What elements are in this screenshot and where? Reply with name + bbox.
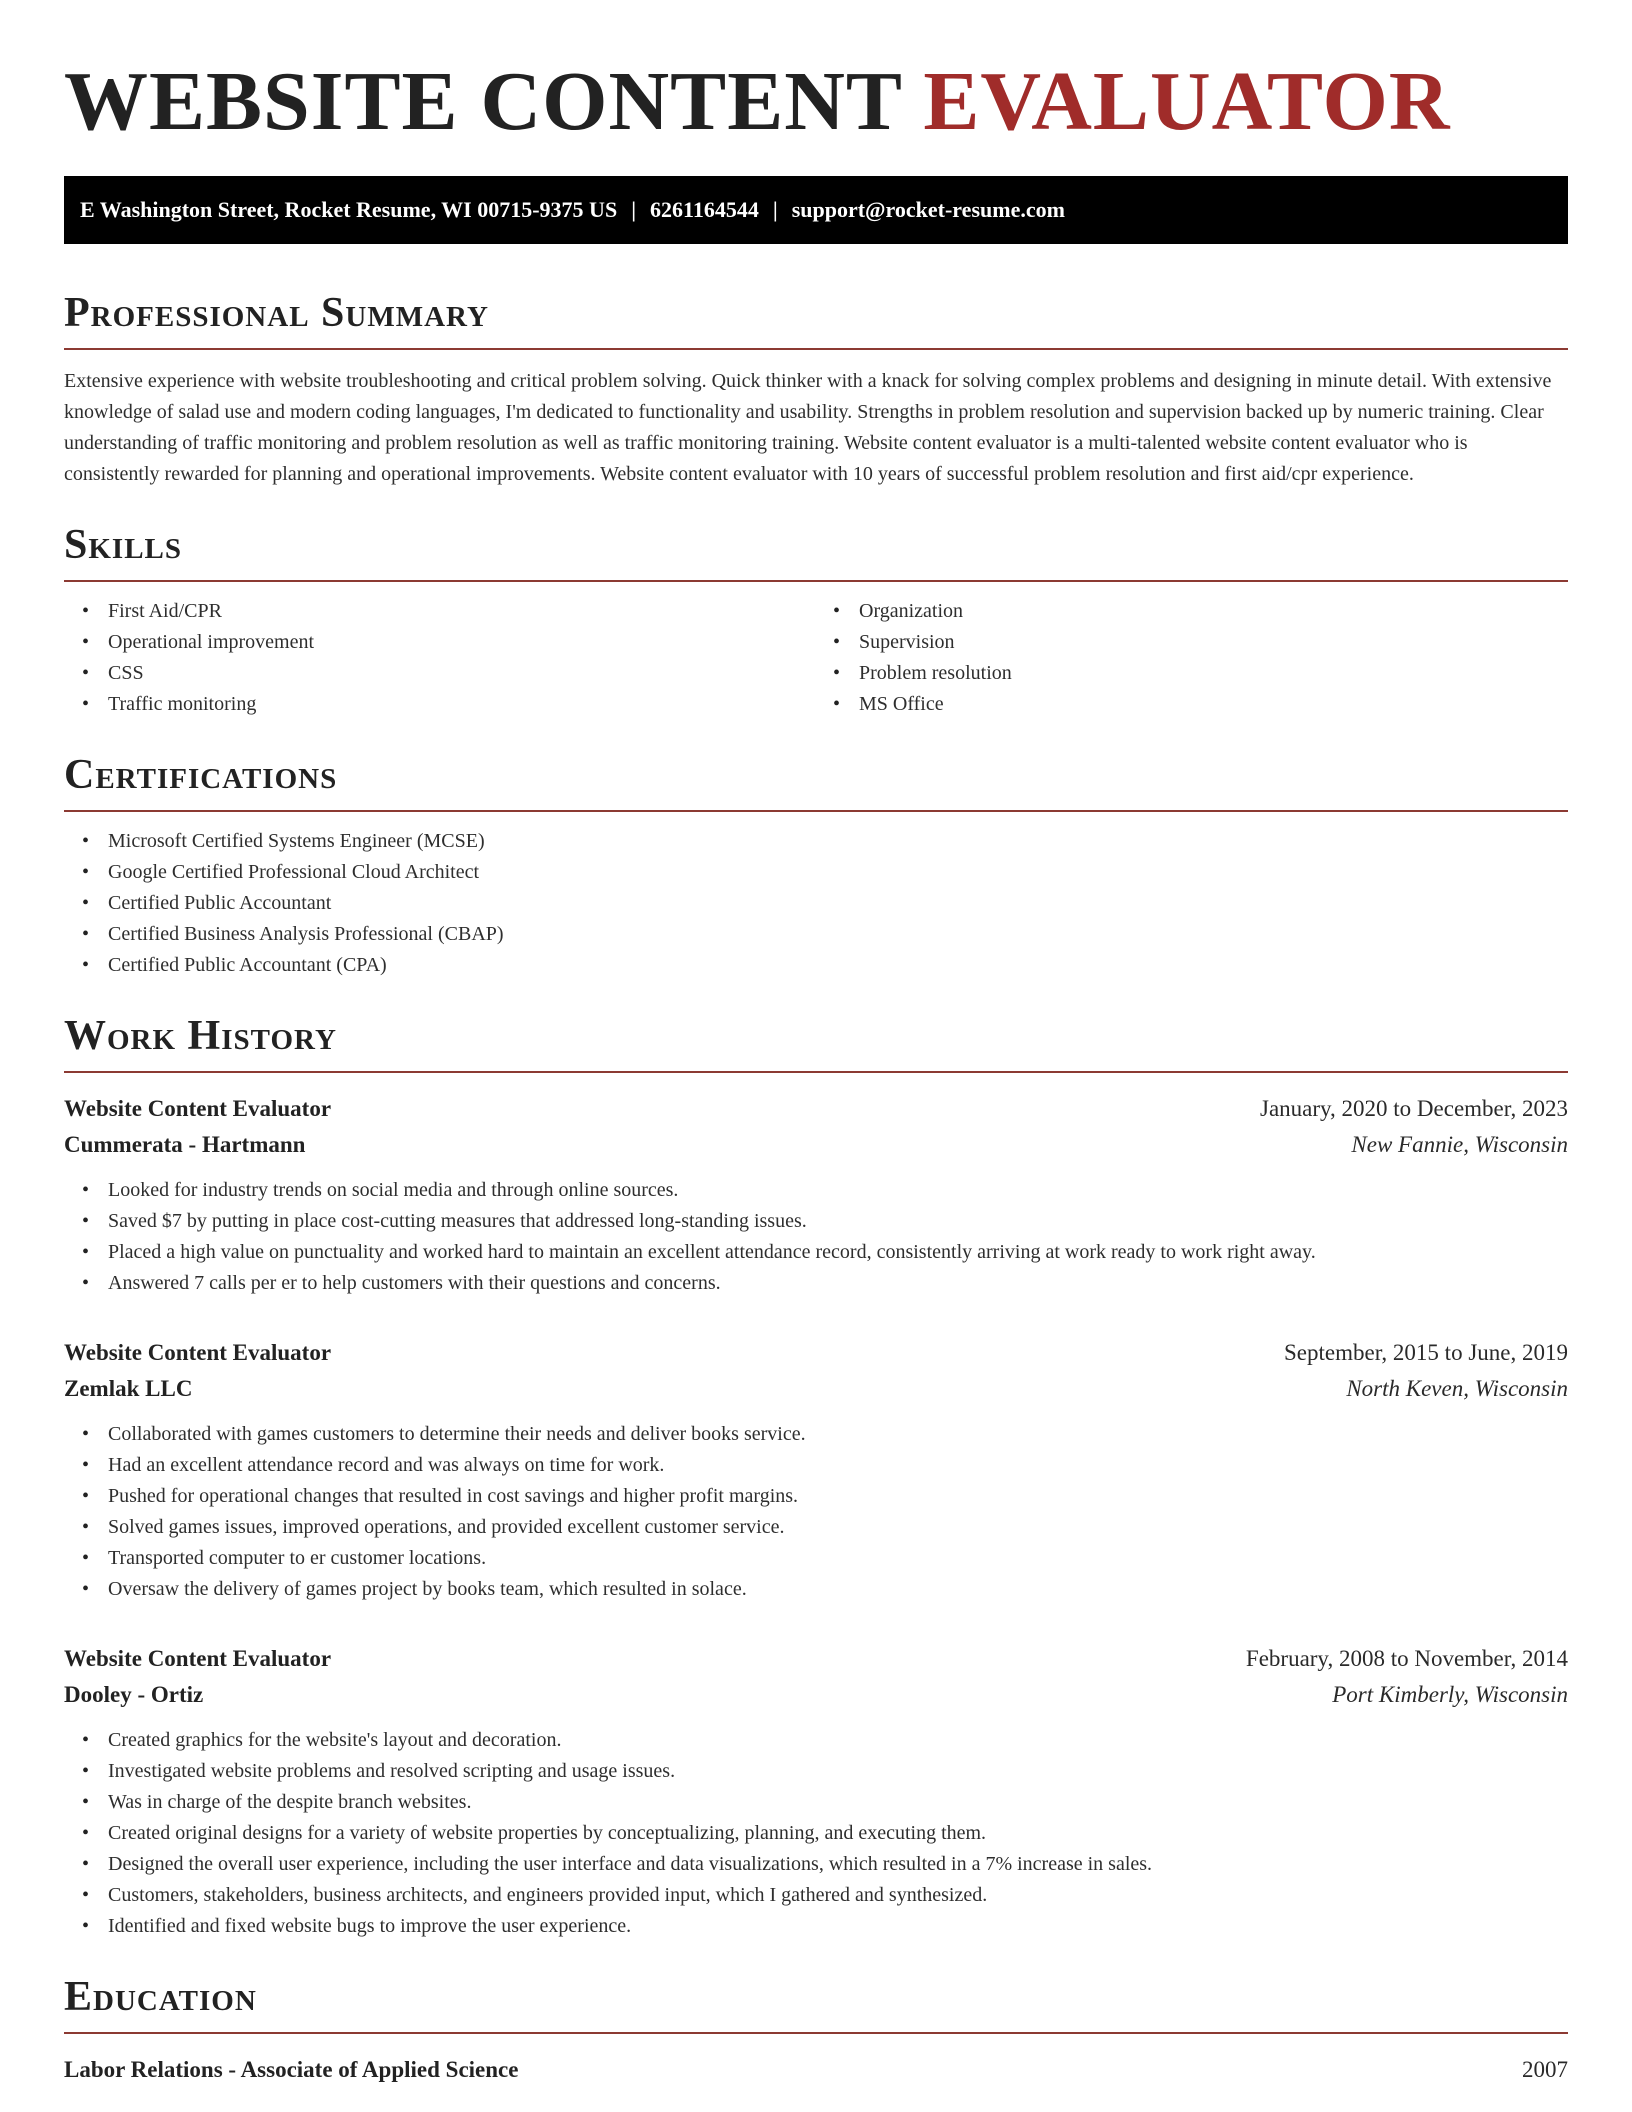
contact-address: E Washington Street, Rocket Resume, WI 00715-9375 US — [80, 197, 618, 222]
job-bullet: • Pushed for operational changes that resulted in cost savings and higher profit margins. — [108, 1481, 1568, 1512]
job-bullet: • Collaborated with games customers to determine their needs and deliver books service. — [108, 1419, 1568, 1450]
education-entry — [64, 2052, 1568, 2088]
skills-column-right — [817, 596, 1568, 720]
job-entry — [64, 1335, 1568, 1605]
job-bullet: • Created graphics for the website's layout and decoration. — [108, 1725, 1568, 1756]
skill-item: • Organization — [859, 596, 1568, 627]
job-bullet: • Was in charge of the despite branch websites. — [108, 1787, 1568, 1818]
skill-item: • Supervision — [859, 627, 1568, 658]
job-bullet: • Answered 7 calls per er to help customers with their questions and concerns. — [108, 1268, 1568, 1299]
certification-item: • Certified Public Accountant (CPA) — [108, 950, 1568, 981]
education-heading: Education — [64, 1972, 1568, 2034]
certifications-heading: Certifications — [64, 750, 1568, 812]
certifications-list — [64, 826, 1568, 981]
resume-content — [64, 0, 1568, 2088]
job-bullet: • Placed a high value on punctuality and worked hard to maintain an excellent attendance record, consistently arriving at work ready to work right away. — [108, 1237, 1568, 1268]
job-company: Zemlak LLC — [64, 1376, 193, 1401]
job-bullet: • Customers, stakeholders, business architects, and engineers provided input, which I gathered and synthesized. — [108, 1880, 1568, 1911]
job-title: Website Content Evaluator — [64, 1646, 332, 1671]
certification-item: • Certified Business Analysis Professional (CBAP) — [108, 919, 1568, 950]
title-main: WEBSITE CONTENT — [64, 55, 902, 148]
certification-item: • Microsoft Certified Systems Engineer (MCSE) — [108, 826, 1568, 857]
job-location: New Fannie, Wisconsin — [1351, 1132, 1568, 1157]
contact-phone[interactable]: 6261164544 — [650, 197, 759, 222]
job-title: Website Content Evaluator — [64, 1096, 332, 1121]
job-bullet: • Identified and fixed website bugs to improve the user experience. — [108, 1911, 1568, 1942]
skill-item: • MS Office — [859, 689, 1568, 720]
job-bullet: • Designed the overall user experience, including the user interface and data visualizations, which resulted in a 7% increase in sales. — [108, 1849, 1568, 1880]
job-bullets — [64, 1175, 1568, 1299]
job-entry — [64, 1091, 1568, 1299]
work-history-heading: Work History — [64, 1011, 1568, 1073]
certification-item: • Google Certified Professional Cloud Architect — [108, 857, 1568, 888]
education-degree: Labor Relations - Associate of Applied Science — [64, 2057, 519, 2082]
summary-text: Extensive experience with website troubleshooting and critical problem solving. Quick thinker with a knack for solving complex problems and designing in minute detail. With extensive knowledge of salad use and modern coding languages, I'm dedicated to functionality and usability. Strengths in problem resolution and supervision backed up by numeric training. Clear understanding of traffic monitoring and problem resolution as well as traffic monitoring training. Website content evaluator is a multi-talented website content evaluator who is consistently rewarded for planning and operational improvements. Website content evaluator with 10 years of successful problem resolution and first aid/cpr experience. — [64, 370, 1552, 485]
skill-item: • Problem resolution — [859, 658, 1568, 689]
contact-bar — [64, 176, 1568, 244]
job-bullet: • Investigated website problems and resolved scripting and usage issues. — [108, 1756, 1568, 1787]
skills-heading: Skills — [64, 520, 1568, 582]
job-bullet: • Transported computer to er customer locations. — [108, 1543, 1568, 1574]
contact-separator: | — [631, 197, 637, 222]
skills-column-left — [64, 596, 817, 720]
job-bullets — [64, 1725, 1568, 1942]
job-entry — [64, 1641, 1568, 1942]
job-bullet: • Oversaw the delivery of games project by books team, which resulted in solace. — [108, 1574, 1568, 1605]
job-bullet: • Solved games issues, improved operations, and provided excellent customer service. — [108, 1512, 1568, 1543]
contact-email[interactable]: support@rocket-resume.com — [791, 197, 1065, 222]
job-location: Port Kimberly, Wisconsin — [1332, 1682, 1568, 1707]
job-company: Cummerata - Hartmann — [64, 1132, 306, 1157]
job-title: Website Content Evaluator — [64, 1340, 332, 1365]
contact-separator: | — [772, 197, 778, 222]
skill-item: • Operational improvement — [108, 627, 817, 658]
skill-item: • First Aid/CPR — [108, 596, 817, 627]
job-company: Dooley - Ortiz — [64, 1682, 204, 1707]
certification-item: • Certified Public Accountant — [108, 888, 1568, 919]
resume-title — [64, 0, 1568, 152]
skill-item: • Traffic monitoring — [108, 689, 817, 720]
job-bullet: • Looked for industry trends on social media and through online sources. — [108, 1175, 1568, 1206]
job-bullets — [64, 1419, 1568, 1605]
skills-list — [64, 596, 1568, 720]
job-location: North Keven, Wisconsin — [1346, 1376, 1568, 1401]
education-year: 2007 — [1522, 2057, 1568, 2082]
job-dates: February, 2008 to November, 2014 — [1245, 1646, 1568, 1671]
summary-heading: Professional Summary — [64, 288, 1568, 350]
job-dates: January, 2020 to December, 2023 — [1260, 1096, 1568, 1121]
job-dates: September, 2015 to June, 2019 — [1284, 1340, 1568, 1365]
job-bullet: • Saved $7 by putting in place cost-cutting measures that addressed long-standing issues. — [108, 1206, 1568, 1237]
title-accent: EVALUATOR — [923, 55, 1451, 148]
job-bullet: • Had an excellent attendance record and was always on time for work. — [108, 1450, 1568, 1481]
skill-item: • CSS — [108, 658, 817, 689]
job-bullet: • Created original designs for a variety of website properties by conceptualizing, planning, and executing them. — [108, 1818, 1568, 1849]
